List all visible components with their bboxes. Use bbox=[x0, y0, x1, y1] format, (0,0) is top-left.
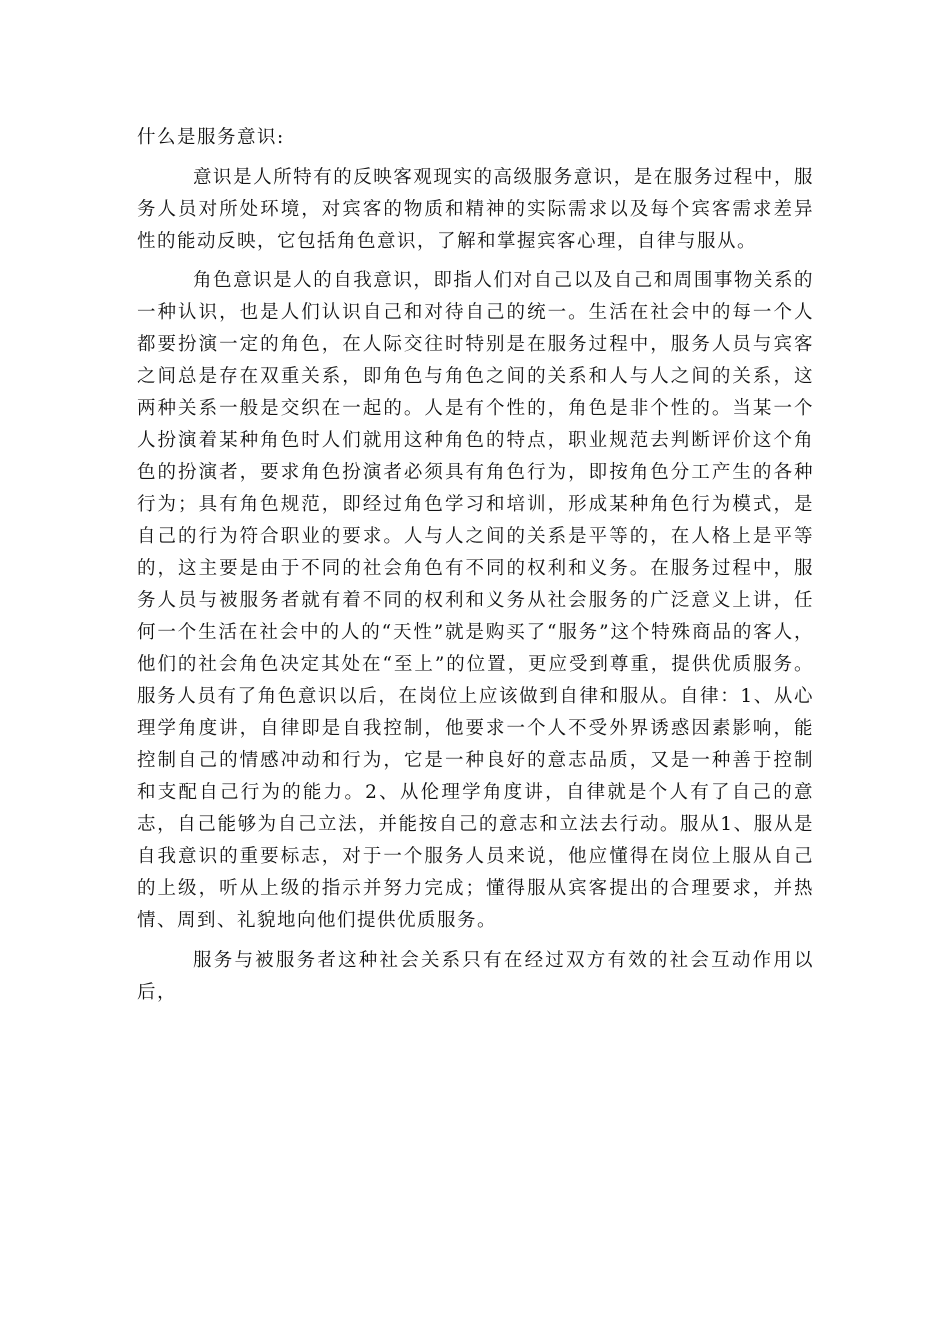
paragraph-consciousness: 意识是人所特有的反映客观现实的高级服务意识，是在服务过程中，服务人员对所处环境，对宾客的物质和精神的实际需求以及每个宾客需求差异性的能动反映，它包括角色意识，了解和掌握宾客心理，自律与服从。 bbox=[137, 166, 814, 252]
paragraph-role-awareness: 角色意识是人的自我意识，即指人们对自己以及自己和周围事物关系的一种认识，也是人们认识自己和对待自己的统一。生活在社会中的每一个人都要扮演一定的角色，在人际交往时特别是在服务过程中，服务人员与宾客之间总是存在双重关系，即角色与角色之间的关系和人与人之间的关系，这两种关系一般是交织在一起的。人是有个性的，角色是非个性的。当某一个人扮演着某种角色时人们就用这种角色的特点，职业规范去判断评价这个角色的扮演者，要求角色扮演者必须具有角色行为，即按角色分工产生的各种行为；具有角色规范，即经过角色学习和培训，形成某种角色行为模式，是自己的行为符合职业的要求。人与人之间的关系是平等的，在人格上是平等的，这主要是由于不同的社会角色有不同的权利和义务。在服务过程中，服务人员与被服务者就有着不同的权利和义务从社会服务的广泛意义上讲，任何一个生活在社会中的人的“天性”就是购买了“服务”这个特殊商品的客人，他们的社会角色决定其处在“至上”的位置，更应受到尊重，提供优质服务。服务人员有了角色意识以后，在岗位上应该做到自律和服从。自律：1、从心理学角度讲，自律即是自我控制，他要求一个人不受外界诱惑因素影响，能控制自己的情感冲动和行为，它是一种良好的意志品质，又是一种善于控制和支配自己行为的能力。2、从伦理学角度讲，自律就是个人有了自己的意志，自己能够为自己立法，并能按自己的意志和立法去行动。服从1、服从是自我意识的重要标志，对于一个服务人员来说，他应懂得在岗位上服从自己的上级，听从上级的指示并努力完成；懂得服从宾客提出的合理要求，并热情、周到、礼貌地向他们提供优质服务。 bbox=[137, 270, 814, 931]
section-heading: 什么是服务意识: bbox=[137, 127, 285, 148]
document-body bbox=[137, 122, 814, 1009]
paragraph-service-relationship: 服务与被服务者这种社会关系只有在经过双方有效的社会互动作用以后， bbox=[137, 949, 814, 1003]
